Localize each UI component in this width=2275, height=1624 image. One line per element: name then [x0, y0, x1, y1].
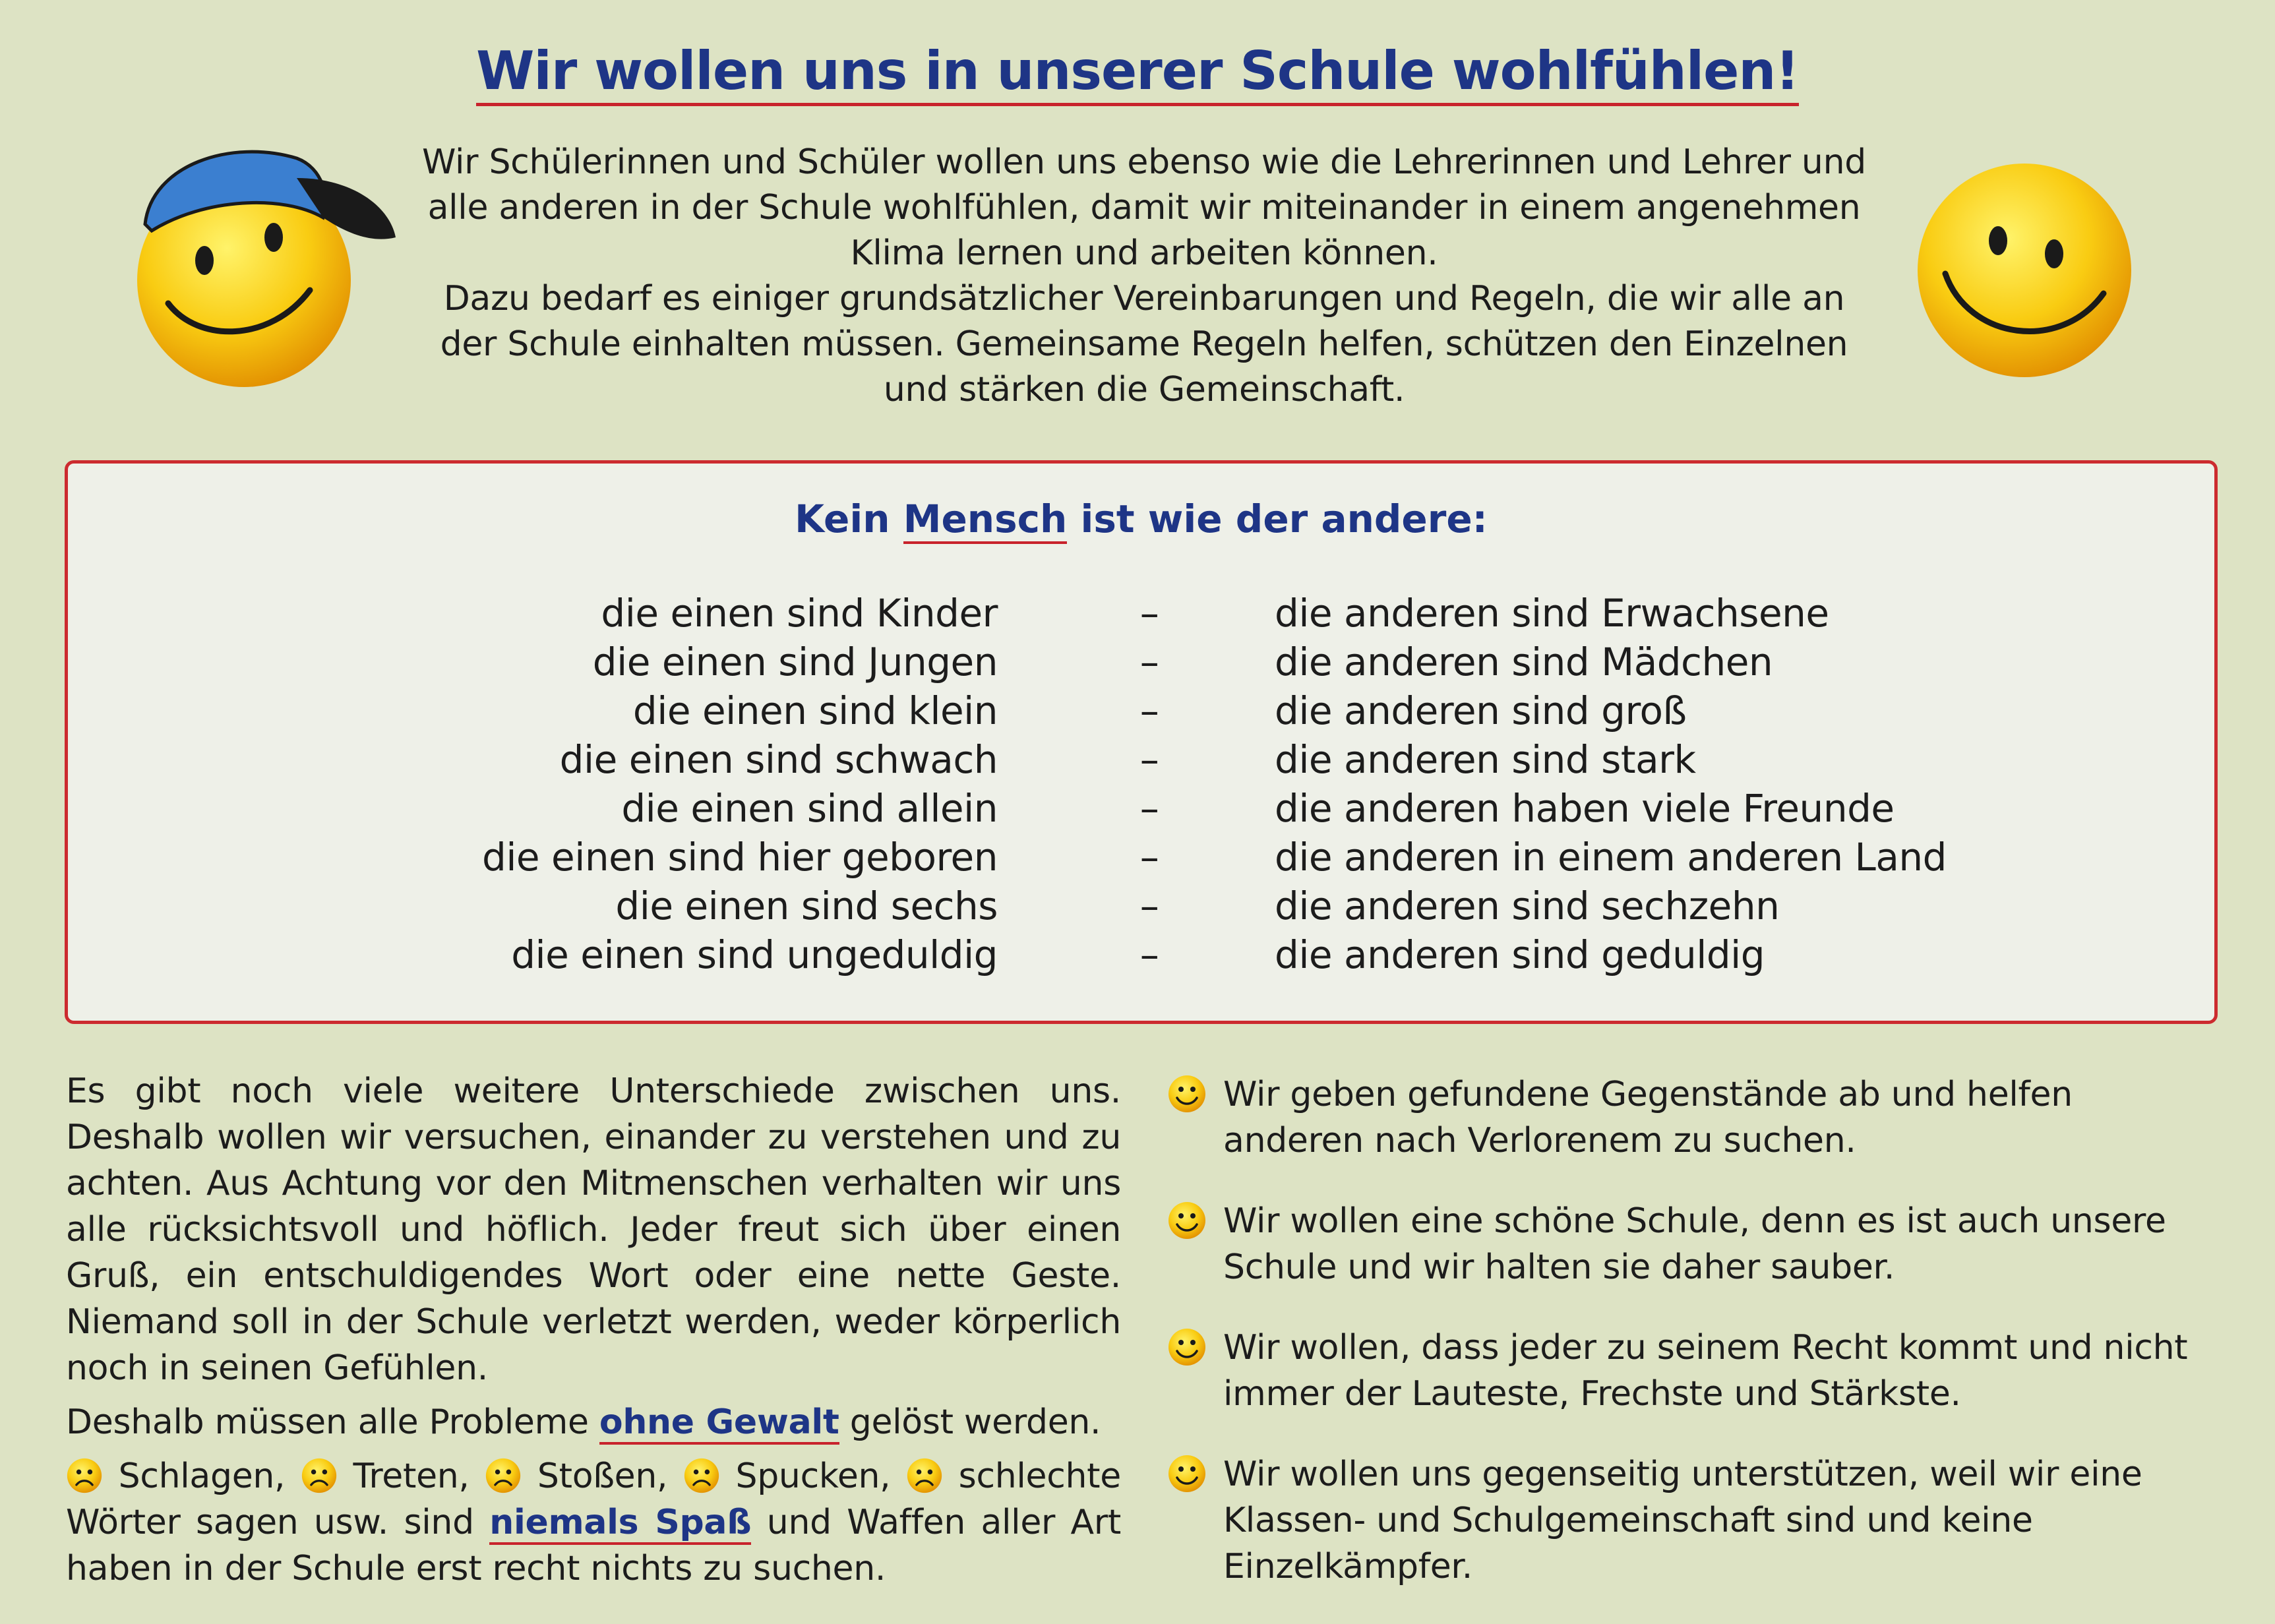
- comparison-box: [65, 460, 2218, 1024]
- list-item: Wir geben gefundene Gegenstände ab und helfen anderen nach Verlorenem zu suchen.: [1167, 1071, 2222, 1164]
- smiley-cap-icon: [132, 138, 396, 389]
- paragraph: Schlagen, Treten, Stoßen, Spucken, schlechte Wörter sagen usw. sind niemals Spaß und Waffen aller Art haben in der Schule erst recht nichts zu suchen.: [66, 1457, 1122, 1588]
- comparison-row: die einen sind allein – die anderen haben viele Freunde: [621, 786, 1895, 831]
- list-item: Wir wollen, dass jeder zu seinem Recht kommt und nicht immer der Lauteste, Frechste und Stärkste.: [1167, 1325, 2222, 1417]
- smiley-bullet-icon: [1167, 1327, 1207, 1367]
- list-item: Wir wollen uns gegenseitig unterstützen, weil wir eine Klassen- und Schulgemeinschaft sind und keine Einzelkämpfer.: [1167, 1451, 2222, 1590]
- comparison-row: die einen sind schwach – die anderen sind stark: [559, 737, 1696, 782]
- frowny-icon: [683, 1457, 720, 1494]
- ohne-gewalt-emphasis: ohne Gewalt: [599, 1402, 839, 1445]
- comparison-row: die einen sind sechs – die anderen sind sechzehn: [615, 884, 1780, 928]
- comparison-list: [68, 589, 2214, 979]
- intro-paragraph: Wir Schülerinnen und Schüler wollen uns ebenso wie die Lehrerinnen und Lehrer und alle anderen in der Schule wohlfühlen, damit wir miteinander in einem angenehmen Klima lernen und arbeiten können.: [422, 142, 1866, 273]
- smiley-bullet-icon: [1167, 1201, 1207, 1240]
- frowny-icon: [66, 1457, 103, 1494]
- frowny-icon: [301, 1457, 338, 1494]
- smiley-bullet-icon: [1167, 1454, 1207, 1493]
- list-item: Wir wollen eine schöne Schule, denn es ist auch unsere Schule und wir halten sie daher sauber.: [1167, 1198, 2222, 1290]
- smiley-icon: [1916, 162, 2133, 379]
- comparison-row: die einen sind ungeduldig – die anderen sind geduldig: [511, 932, 1765, 977]
- frowny-icon: [485, 1457, 522, 1494]
- page-title: Wir wollen uns in unserer Schule wohlfühlen!: [0, 41, 2275, 102]
- left-column-text: [66, 1068, 1121, 1600]
- intro-paragraph: Dazu bedarf es einiger grundsätzlicher Vereinbarungen und Regeln, die wir alle an der Schule einhalten müssen. Gemeinsame Regeln helfen, schützen den Einzelnen und stärken die Gemeinschaft.: [440, 279, 1848, 409]
- comparison-row: die einen sind Kinder – die anderen sind Erwachsene: [601, 591, 1829, 636]
- rules-list: [1167, 1071, 2222, 1624]
- comparison-row: die einen sind hier geboren – die anderen in einem anderen Land: [482, 835, 1947, 880]
- comparison-row: die einen sind Jungen – die anderen sind Mädchen: [592, 640, 1773, 684]
- paragraph: Es gibt noch viele weitere Unterschiede zwischen uns. Deshalb wollen wir versuchen, einander zu verstehen und zu achten. Aus Achtung vor den Mitmenschen verhalten wir uns alle rücksichtsvoll und höflich. Jeder freut sich über einen Gruß, ein entschuldigendes Wort oder eine nette Geste. Niemand soll in der Schule verletzt werden, weder körperlich noch in seinen Gefühlen.: [66, 1071, 1121, 1388]
- frowny-icon: [906, 1457, 943, 1494]
- smiley-bullet-icon: [1167, 1074, 1207, 1114]
- paragraph: Deshalb müssen alle Probleme ohne Gewalt gelöst werden.: [66, 1399, 1121, 1445]
- niemals-spass-emphasis: niemals Spaß: [489, 1503, 751, 1545]
- intro-text: [422, 140, 1866, 413]
- comparison-row: die einen sind klein – die anderen sind groß: [632, 688, 1687, 733]
- box-title: Kein Mensch ist wie der andere:: [68, 496, 2214, 541]
